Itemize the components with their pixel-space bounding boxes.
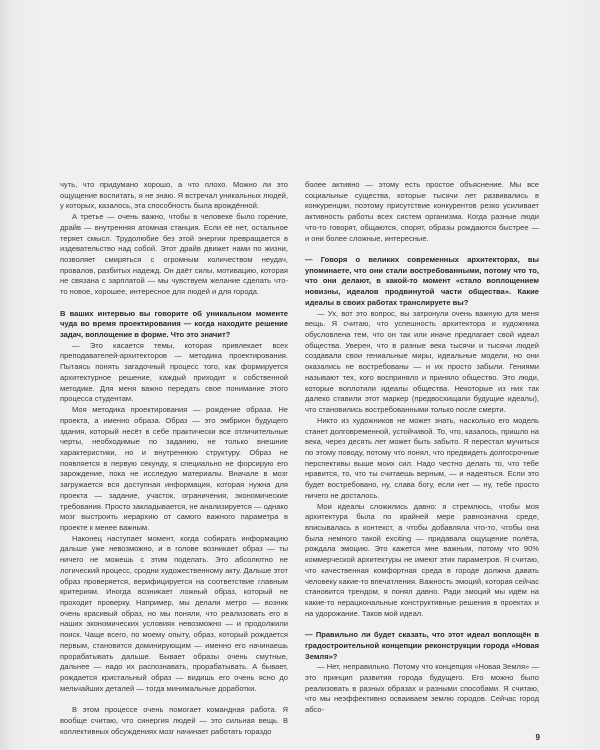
interview-question: В ваших интервью вы говорите об уникальном моменте чуда во время проектирования — когда находите решение задач, воплощение в форме. Что это значит? [60, 308, 288, 340]
paragraph: — Ух, вот это вопрос, вы затронули очень важную для меня вещь. Я считаю, что успешность архитектора и художника обусловлена тем, что он так или иначе предлагает свой идеал общества. Уверен, что в разные века тысячи и тысячи людей создавали свои гениальные миры, идеальные модели, но они оказались не востребованы — и их просто забыли. Гениями называют тех, кого восприняло и приняло общество. Это люди, которые воплотили идеалы общества. Некоторые из них так далеко ставили этот маркер (предвосхищали будущие идеалы), что становились востребованными только после смерти. [305, 308, 539, 415]
paragraph: чуть, что придумано хорошо, а что плохо. Можно ли это ощущение воспитать, я не знаю. Я встречал уникальных людей, у которых, казалось, эта способность была врождённой. [60, 180, 288, 211]
interview-question: — Говоря о великих современных архитекторах, вы упоминаете, что они стали востребованными, потому что то, что они делают, в какой-то момент «стало воплощением новизны, идеалов продвинутой части общества». Какие идеалы в своих работах транслируете вы? [305, 255, 539, 307]
paragraph: Наконец наступает момент, когда собирать информацию дальше уже невозможно, и в голове возникает образ — ты ничего не можешь с этим поделать. Это абсолютно не логический процесс, сродни художественному акту. Дальше этот образ проверяется, верифицируется на соответствие главным критериям. Иногда возникает ложный образ, который не проходит проверку. Например, мы делали метро — возник очень красивый образ, но мы поняли, что реализовать его в наших экономических условиях невозможно — и продолжили поиск. Чаще всего, по моему опыту, образ, который рождается первым, становится доминирующим — именно его начинаешь прорабатывать дальше. Бывает образы очень смутные, дальнее — надо их распознавать, прорабатывать. А бывает, рождается кристальный образ — видишь его очень ясно до мельчайших деталей — тогда минимальные доработки. [60, 533, 288, 693]
paragraph: — Это касается темы, которая привлекает всех преподавателей-архитекторов — методика проектирования. Пытаясь понять загадочный процесс того, как формируется архитектурное решение, каждый приходит к собственной методике. Для меня важно передать свое понимание этого процесса студентам. [60, 340, 288, 404]
paragraph: Никто из художников не может знать, насколько его модель станет долговременной, устойчивой. То, что, казалось, пришло на века, через десять лет может быть забыто. Я перестал мучиться по этому поводу, потому что понял, что предвидеть долгосрочные перспективы выше моих сил. Надо честно делать то, что тебе нравится, то, что ты считаешь верным, — и надеяться. Если это будет востребовано, ну, слава богу, если нет — ну, тебе просто ничего не досталось. [305, 415, 539, 500]
page-number: 9 [535, 733, 540, 742]
paragraph: А третье — очень важно, чтобы в человеке было горение, драйв — внутренняя атомная станция. Если её нет, остальное теряет смысл. Трудолюбие без этой энергии превращается в издевательство над собой. Этот драйв движет нами по жизни, позволяет смиряться с огромным количеством неудач, провалов, разбитых надежд. Он даёт силы, мотивацию, которая не связана с зарплатой — мы чувствуем желание сделать что-то новое, хорошее, интересное для людей и для города. [60, 212, 288, 297]
paragraph: Моя методика проектирования — рождение образа. Не проекта, а именно образа. Образ — это эмбрион будущего здания, который несёт в себе практически все отличительные черты, необходимые по заданию, не только внешние характеристики, но и внутреннюю структуру. Образ не появляется в первую секунду, я специально не форсирую его зарождение, пока не исследую материалы. Вначале в мозг загружается вся доступная информация, которая нужна для проекта — задание, участок, ограничения, экономические требования. Просто закладывается, не анализируется — однако мозг выстроить иерархию от самого важного параметра в проекте к менее важным. [60, 405, 288, 532]
right-column [305, 180, 539, 716]
paragraph: более активно — этому есть простое объяснение. Мы все социальные существа, которые тысячи лет развивались в конкуренции, поэтому присутствие конкурентов резко усиливает активность работы всех систем организма. Когда разные люди что-то говорят, общаются, спорят, образы рождаются быстрее — и они более сложные, интересные. [305, 180, 539, 243]
left-column [60, 180, 288, 737]
paragraph: В этом процессе очень помогает командная работа. Я вообще считаю, что синергия людей — это сильная вещь. В коллективных обсуждениях мозг начинает работать гораздо [60, 705, 288, 736]
interview-question: — Правильно ли будет сказать, что этот идеал воплощён в градостроительной концепции реконструкции города «Новая Земля»? [305, 630, 539, 661]
paragraph: — Нет, неправильно. Потому что концепция «Новая Земля» — это принцип развития города будущего. Его можно было реализовать в разных образах и разными способами. Я считаю, что мы неэффективно осваиваем землю городов. Сейчас город абсо- [305, 662, 539, 715]
paragraph: Мои идеалы сложились давно: я стремлюсь, чтобы моя архитектура была по крайней мере равнозначна среде, вписывалась в контекст, а чтобы добавляла что-то, чтобы она была немного такой exciting — придавала ощущение полёта, рождала эмоцию. Это кажется мне важным, потому что 90% коммерческой архитектуры не имеют этих параметров. Я считаю, что качественная комфортная среда в городе должна давать человеку какие-то впечатления. Важность эмоций, которая сейчас становится трендом, я понял давно. Ради эмоций мы идём на какие-то нерациональные конструктивные решения в проектах и на удорожание. Таков мой идеал. [305, 501, 539, 618]
